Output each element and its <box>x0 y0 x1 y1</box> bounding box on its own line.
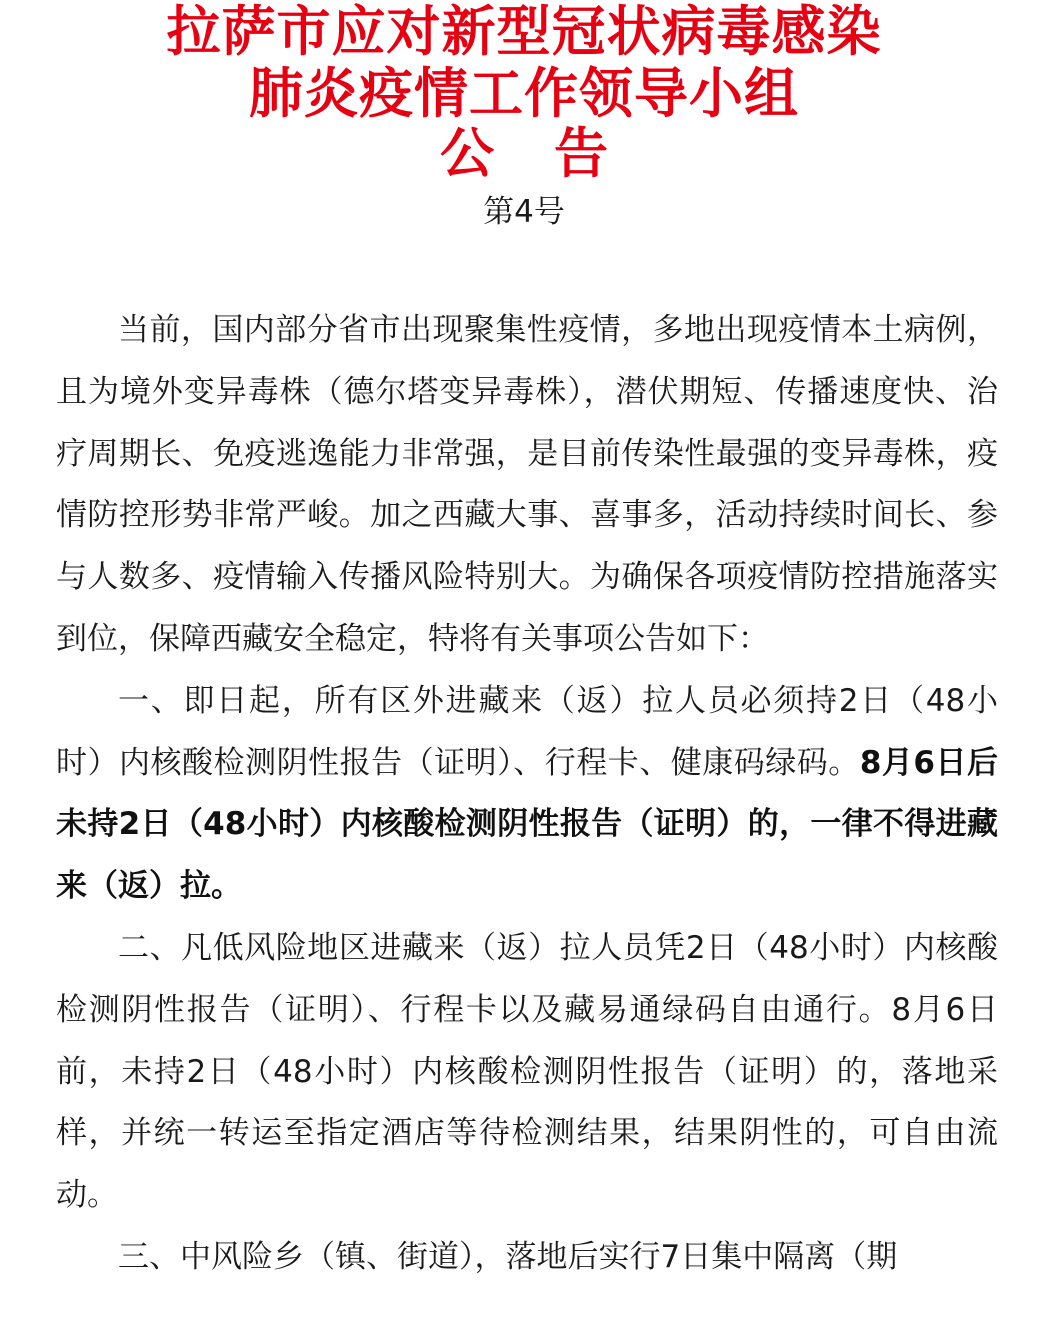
item-1-text: 一、即日起，所有区外进藏来（返）拉人员必须持2日（48小时）内核酸检测阴性报告（证明）、行程卡、健康码绿码。 <box>56 682 998 781</box>
title-line-3: 公告 <box>440 122 668 185</box>
item-1-bold-text: 8月6日后未持2日（48小时）内核酸检测阴性报告（证明）的，一律不得进藏来（返）拉。 <box>56 744 998 905</box>
paragraph-item-3: 三、中风险乡（镇、街道），落地后实行7日集中隔离（期 <box>118 1238 898 1275</box>
paragraph-intro: 当前，国内部分省市出现聚集性疫情，多地出现疫情本土病例，且为境外变异毒株（德尔塔变异毒株），潜伏期短、传播速度快、治疗周期长、免疫逃逸能力非常强，是目前传染性最强的变异毒株，疫情防控形势非常严峻。加之西藏大事、喜事多，活动持续时间长、参与人数多、疫情输入传播风险特别大。为确保各项疫情防控措施落实到位，保障西藏安全稳定，特将有关事项公告如下： <box>56 312 998 657</box>
announcement-body <box>56 300 998 1289</box>
title-line-2: 肺炎疫情工作领导小组 <box>249 62 799 125</box>
title-line-1: 拉萨市应对新型冠状病毒感染 <box>166 0 882 63</box>
paragraph-item-1 <box>56 671 998 918</box>
document-number: 第4号 <box>483 194 565 230</box>
paragraph-item-2: 二、凡低风险地区进藏来（返）拉人员凭2日（48小时）内核酸检测阴性报告（证明）、行程卡以及藏易通绿码自由通行。8月6日前，未持2日（48小时）内核酸检测阴性报告（证明）的，落地采样，并统一转运至指定酒店等待检测结果，结果阴性的，可自由流动。 <box>56 929 998 1214</box>
